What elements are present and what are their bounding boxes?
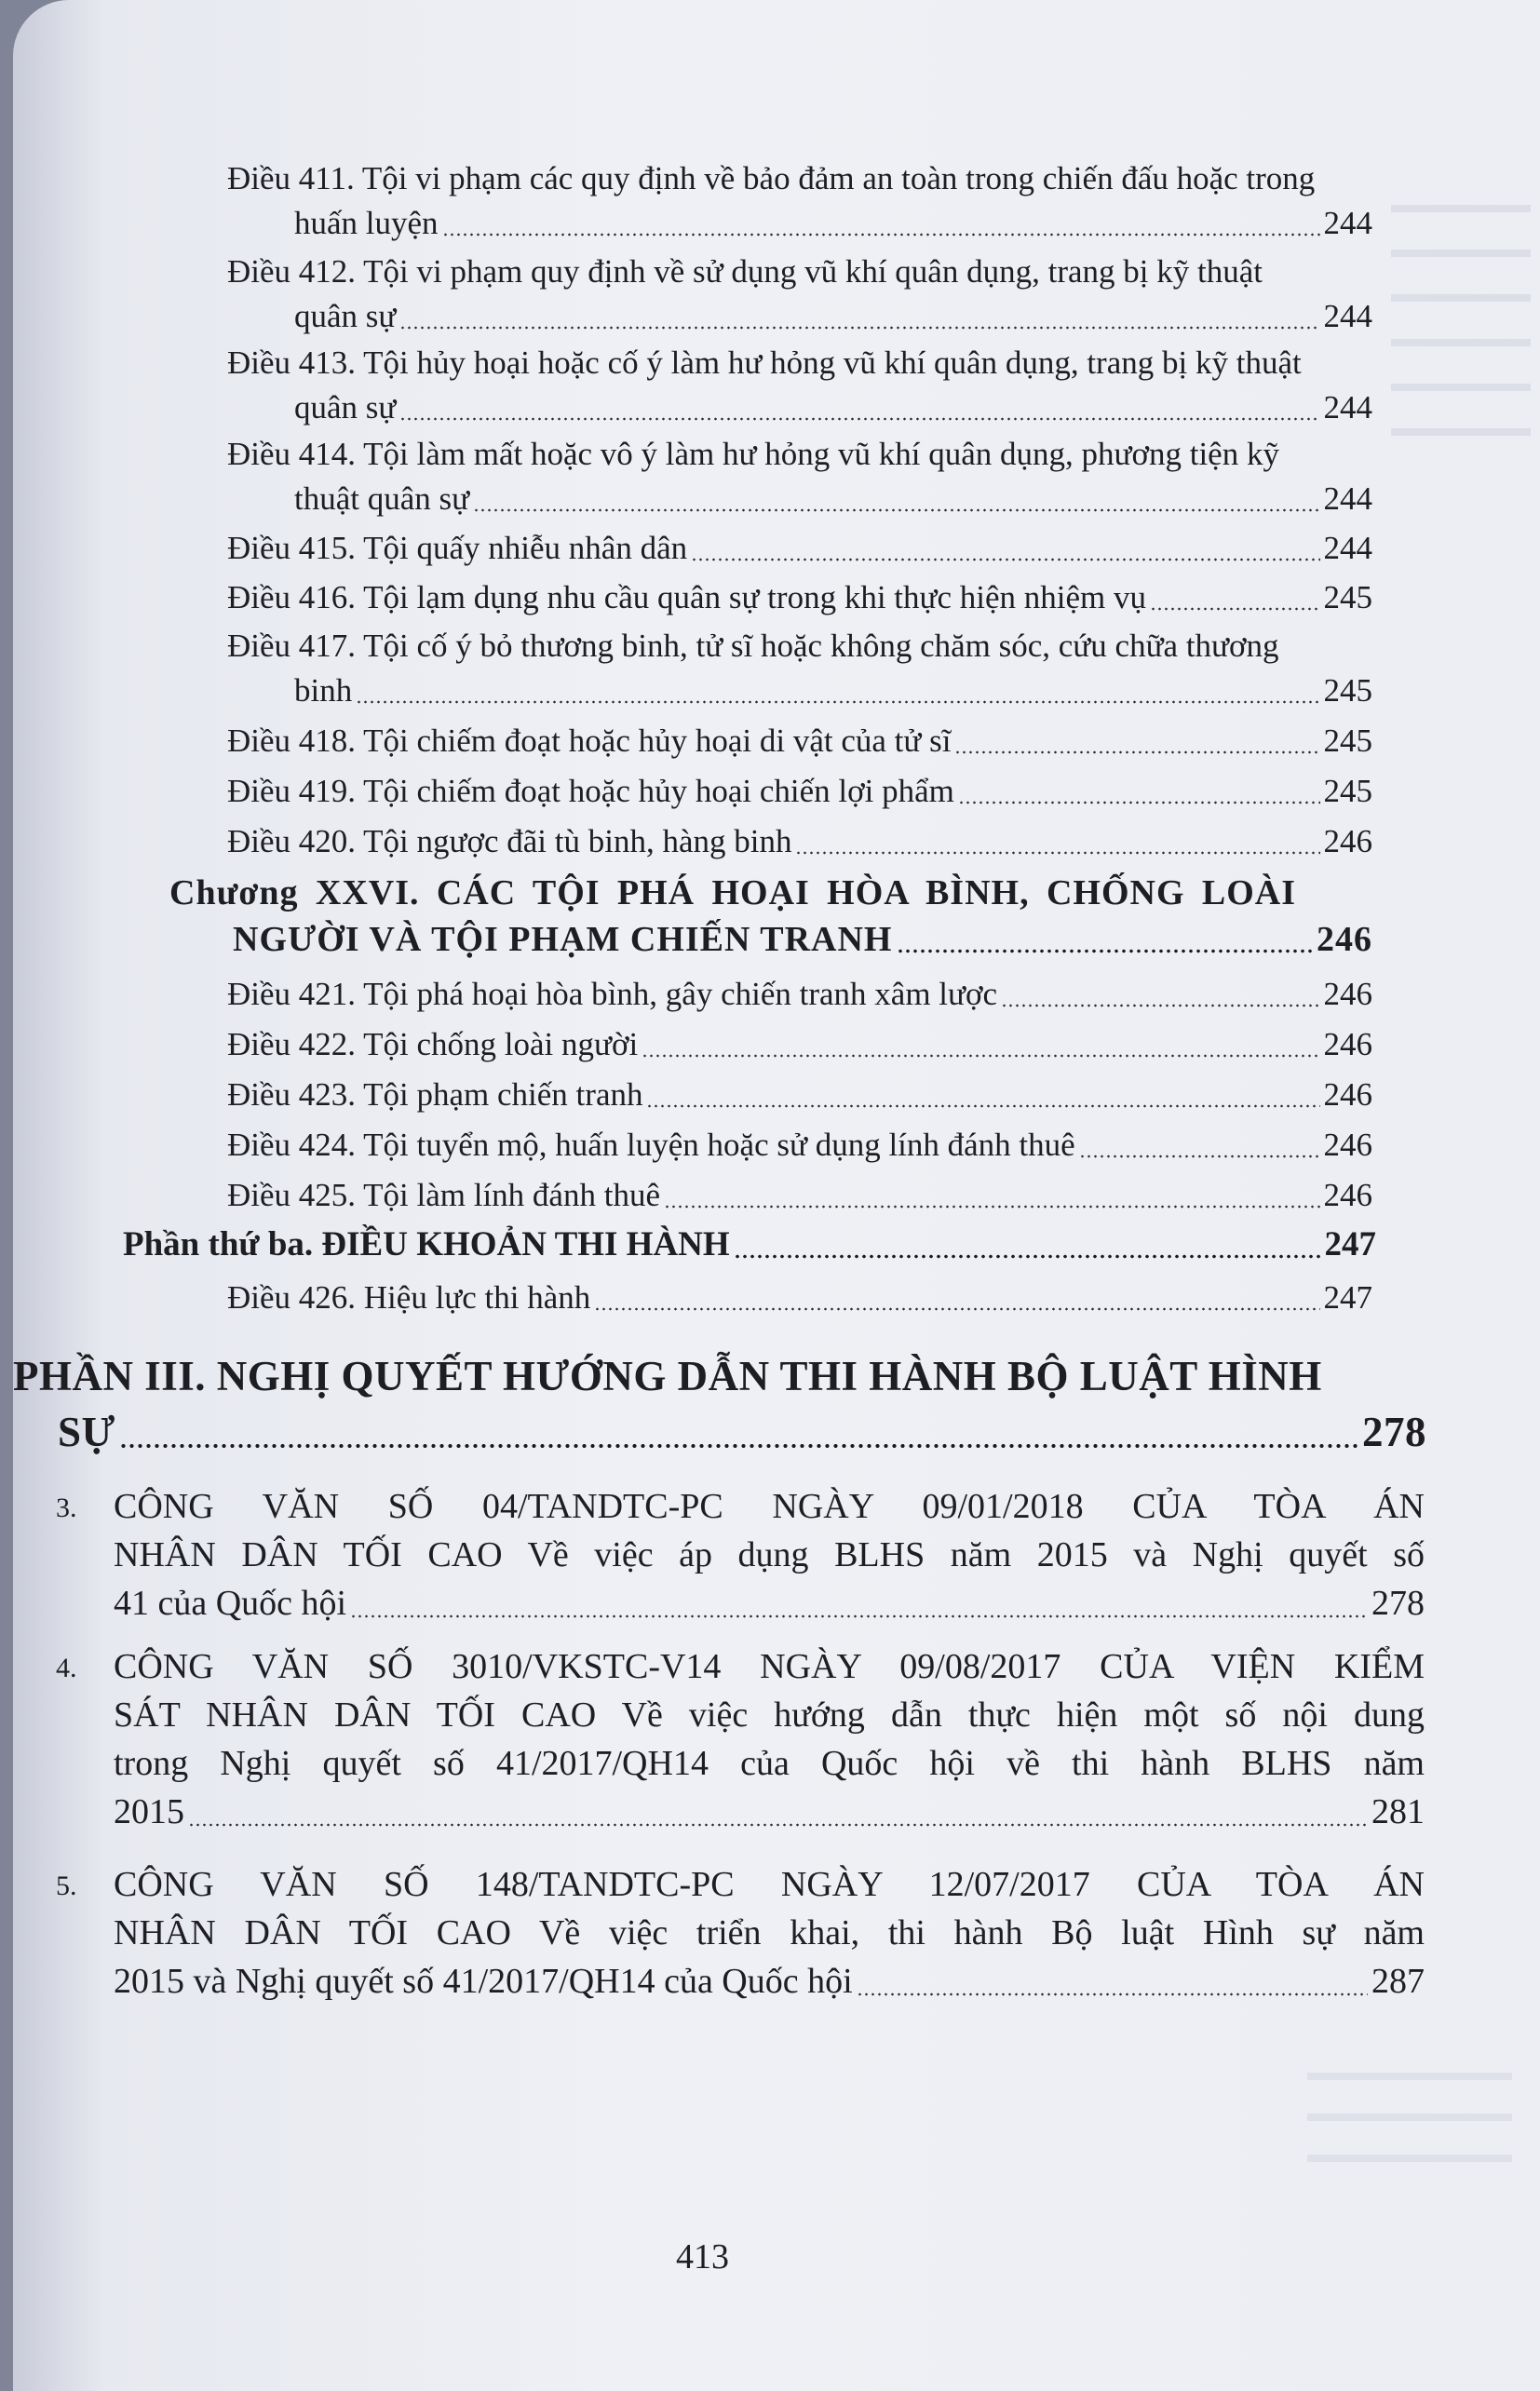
page-ref: 245 — [1323, 773, 1372, 809]
page-ref: 246 — [1323, 976, 1372, 1012]
entry-text-line2: binh — [294, 672, 353, 709]
toc-entry-dieu-416 — [227, 575, 1372, 620]
item-text-line1: CÔNG VĂN SỐ 148/TANDTC-PC NGÀY 12/07/2017 CỦA TÒA ÁN — [114, 1865, 1425, 1904]
item-text-line2: NHÂN DÂN TỐI CAO Về việc triển khai, thi hành Bộ luật Hình sự năm — [114, 1913, 1425, 1952]
item-text-line3: trong Nghị quyết số 41/2017/QH14 của Quốc hội về thi hành BLHS năm — [114, 1744, 1425, 1783]
item-text-line2: SÁT NHÂN DÂN TỐI CAO Về việc hướng dẫn thực hiện một số nội dung — [114, 1695, 1425, 1735]
entry-text-line2: huấn luyện — [294, 205, 439, 241]
dot-leader — [473, 508, 1319, 512]
page-number: 413 — [676, 2237, 729, 2276]
dot-leader — [1079, 1155, 1320, 1158]
entry-text-line1: Điều 413. Tội hủy hoại hoặc cố ý làm hư hỏng vũ khí quân dụng, trang bị kỹ thuật — [227, 344, 1302, 381]
dot-leader — [1001, 1004, 1319, 1007]
entry-text-line2: thuật quân sự — [294, 480, 470, 517]
dot-leader — [954, 750, 1319, 754]
dot-leader — [646, 1104, 1319, 1108]
toc-cong-van-5 — [56, 1860, 1425, 2006]
toc-part-three — [123, 1222, 1376, 1268]
page-ref: 247 — [1324, 1225, 1376, 1263]
entry-text: Điều 424. Tội tuyển mộ, huấn luyện hoặc sử dụng lính đánh thuê — [227, 1127, 1075, 1163]
entry-text: Điều 422. Tội chống loài người — [227, 1026, 639, 1062]
dot-leader — [664, 1205, 1320, 1209]
entry-text-line1: Điều 412. Tội vi phạm quy định về sử dụng vũ khí quân dụng, trang bị kỹ thuật — [227, 253, 1263, 290]
item-number: 3. — [56, 1493, 77, 1523]
page-ref: 244 — [1323, 298, 1372, 334]
item-number: 4. — [56, 1653, 77, 1683]
page-ref: 287 — [1371, 1962, 1425, 2001]
toc-entry-dieu-422 — [227, 1022, 1372, 1067]
chapter-title-line1: Chương XXVI. CÁC TỘI PHÁ HOẠI HÒA BÌNH, CHỐNG LOÀI — [169, 873, 1296, 912]
page-ref: 245 — [1323, 579, 1372, 615]
toc-entry-dieu-411 — [227, 156, 1372, 246]
dot-leader — [958, 801, 1320, 804]
dot-leader — [594, 1307, 1319, 1311]
toc-cong-van-3 — [56, 1482, 1425, 1628]
toc-entry-dieu-425 — [227, 1173, 1372, 1218]
dot-leader — [356, 700, 1319, 704]
toc-entry-dieu-426 — [227, 1276, 1372, 1320]
entry-text: Điều 415. Tội quấy nhiễu nhân dân — [227, 530, 688, 566]
entry-text: Điều 426. Hiệu lực thi hành — [227, 1279, 591, 1316]
entry-text: Điều 416. Tội lạm dụng nhu cầu quân sự trong khi thực hiện nhiệm vụ — [227, 579, 1147, 615]
toc-entry-dieu-419 — [227, 769, 1372, 814]
toc-entry-dieu-420 — [227, 819, 1372, 864]
dot-leader — [350, 1614, 1368, 1618]
page-ref: 281 — [1371, 1792, 1425, 1831]
page-ref: 246 — [1317, 920, 1372, 959]
entry-text: Điều 418. Tội chiếm đoạt hoặc hủy hoại di vật của tử sĩ — [227, 723, 952, 759]
page-ref: 244 — [1323, 389, 1372, 426]
toc-cong-van-4 — [56, 1642, 1425, 1836]
part-title: Phần thứ ba. ĐIỀU KHOẢN THI HÀNH — [123, 1225, 730, 1263]
page-ref: 244 — [1323, 480, 1372, 517]
dot-leader — [795, 851, 1319, 855]
entry-text: Điều 423. Tội phạm chiến tranh — [227, 1076, 643, 1113]
show-through-decoration-bottom — [1307, 2039, 1512, 2179]
entry-text: Điều 420. Tội ngược đãi tù binh, hàng binh — [227, 823, 792, 859]
page-ref: 244 — [1323, 205, 1372, 241]
dot-leader — [442, 233, 1320, 236]
item-text-line2: NHÂN DÂN TỐI CAO Về việc áp dụng BLHS năm 2015 và Nghị quyết số — [114, 1535, 1425, 1574]
toc-chapter-xxvi — [169, 870, 1372, 963]
page-ref: 278 — [1362, 1409, 1426, 1455]
page-ref: 245 — [1323, 723, 1372, 759]
page-ref: 247 — [1323, 1279, 1372, 1316]
toc-entry-dieu-417 — [227, 624, 1372, 713]
toc-entry-dieu-421 — [227, 972, 1372, 1017]
page-ref: 246 — [1323, 823, 1372, 859]
toc-entry-dieu-424 — [227, 1123, 1372, 1168]
entry-text: Điều 421. Tội phá hoại hòa bình, gây chiến tranh xâm lược — [227, 976, 998, 1012]
item-text-line3: 41 của Quốc hội — [114, 1584, 347, 1623]
item-text-line4: 2015 — [114, 1792, 184, 1831]
page-ref: 244 — [1323, 530, 1372, 566]
page-ref: 278 — [1371, 1584, 1425, 1623]
page-ref: 246 — [1323, 1127, 1372, 1163]
entry-text: Điều 419. Tội chiếm đoạt hoặc hủy hoại chiến lợi phẩm — [227, 773, 954, 809]
page-ref: 246 — [1323, 1076, 1372, 1113]
dot-leader — [399, 326, 1319, 330]
toc-entry-dieu-413 — [227, 341, 1372, 430]
page-ref: 246 — [1323, 1177, 1372, 1213]
toc-entry-dieu-415 — [227, 526, 1372, 571]
dot-leader — [399, 417, 1319, 421]
item-number: 5. — [56, 1871, 77, 1901]
entry-text-line2: quân sự — [294, 298, 397, 334]
page-ref: 246 — [1323, 1026, 1372, 1062]
item-text-line1: CÔNG VĂN SỐ 3010/VKSTC-V14 NGÀY 09/08/2017 CỦA VIỆN KIỂM — [114, 1647, 1425, 1686]
toc-entry-dieu-414 — [227, 432, 1372, 521]
dot-leader — [642, 1054, 1319, 1058]
entry-text-line2: quân sự — [294, 389, 397, 426]
toc-entry-dieu-418 — [227, 719, 1372, 763]
item-text-line3: 2015 và Nghị quyết số 41/2017/QH14 của Quốc hội — [114, 1962, 853, 2001]
page-ref: 245 — [1323, 672, 1372, 709]
show-through-decoration — [1391, 168, 1531, 447]
dot-leader — [897, 949, 1314, 953]
phan-iii-title-line1: PHẦN III. NGHỊ QUYẾT HƯỚNG DẪN THI HÀNH BỘ LUẬT HÌNH — [13, 1353, 1322, 1399]
dot-leader — [119, 1443, 1358, 1449]
toc-entry-dieu-412 — [227, 250, 1372, 339]
entry-text-line1: Điều 414. Tội làm mất hoặc vô ý làm hư hỏng vũ khí quân dụng, phương tiện kỹ — [227, 436, 1279, 472]
entry-text-line1: Điều 411. Tội vi phạm các quy định về bảo đảm an toàn trong chiến đấu hoặc trong — [227, 160, 1316, 196]
entry-text-line1: Điều 417. Tội cố ý bỏ thương binh, tử sĩ hoặc không chăm sóc, cứu chữa thương — [227, 628, 1279, 664]
book-page — [13, 0, 1540, 2391]
phan-iii-title-line2: SỰ — [58, 1409, 115, 1455]
entry-text: Điều 425. Tội làm lính đánh thuê — [227, 1177, 660, 1213]
dot-leader — [1150, 607, 1319, 611]
item-text-line1: CÔNG VĂN SỐ 04/TANDTC-PC NGÀY 09/01/2018 CỦA TÒA ÁN — [114, 1487, 1425, 1526]
dot-leader — [188, 1823, 1368, 1827]
chapter-title-line2: NGƯỜI VÀ TỘI PHẠM CHIẾN TRANH — [233, 920, 893, 959]
dot-leader — [691, 558, 1319, 561]
toc-phan-iii — [13, 1348, 1426, 1460]
toc-entry-dieu-423 — [227, 1073, 1372, 1117]
dot-leader — [857, 1992, 1368, 1996]
dot-leader — [734, 1254, 1321, 1259]
